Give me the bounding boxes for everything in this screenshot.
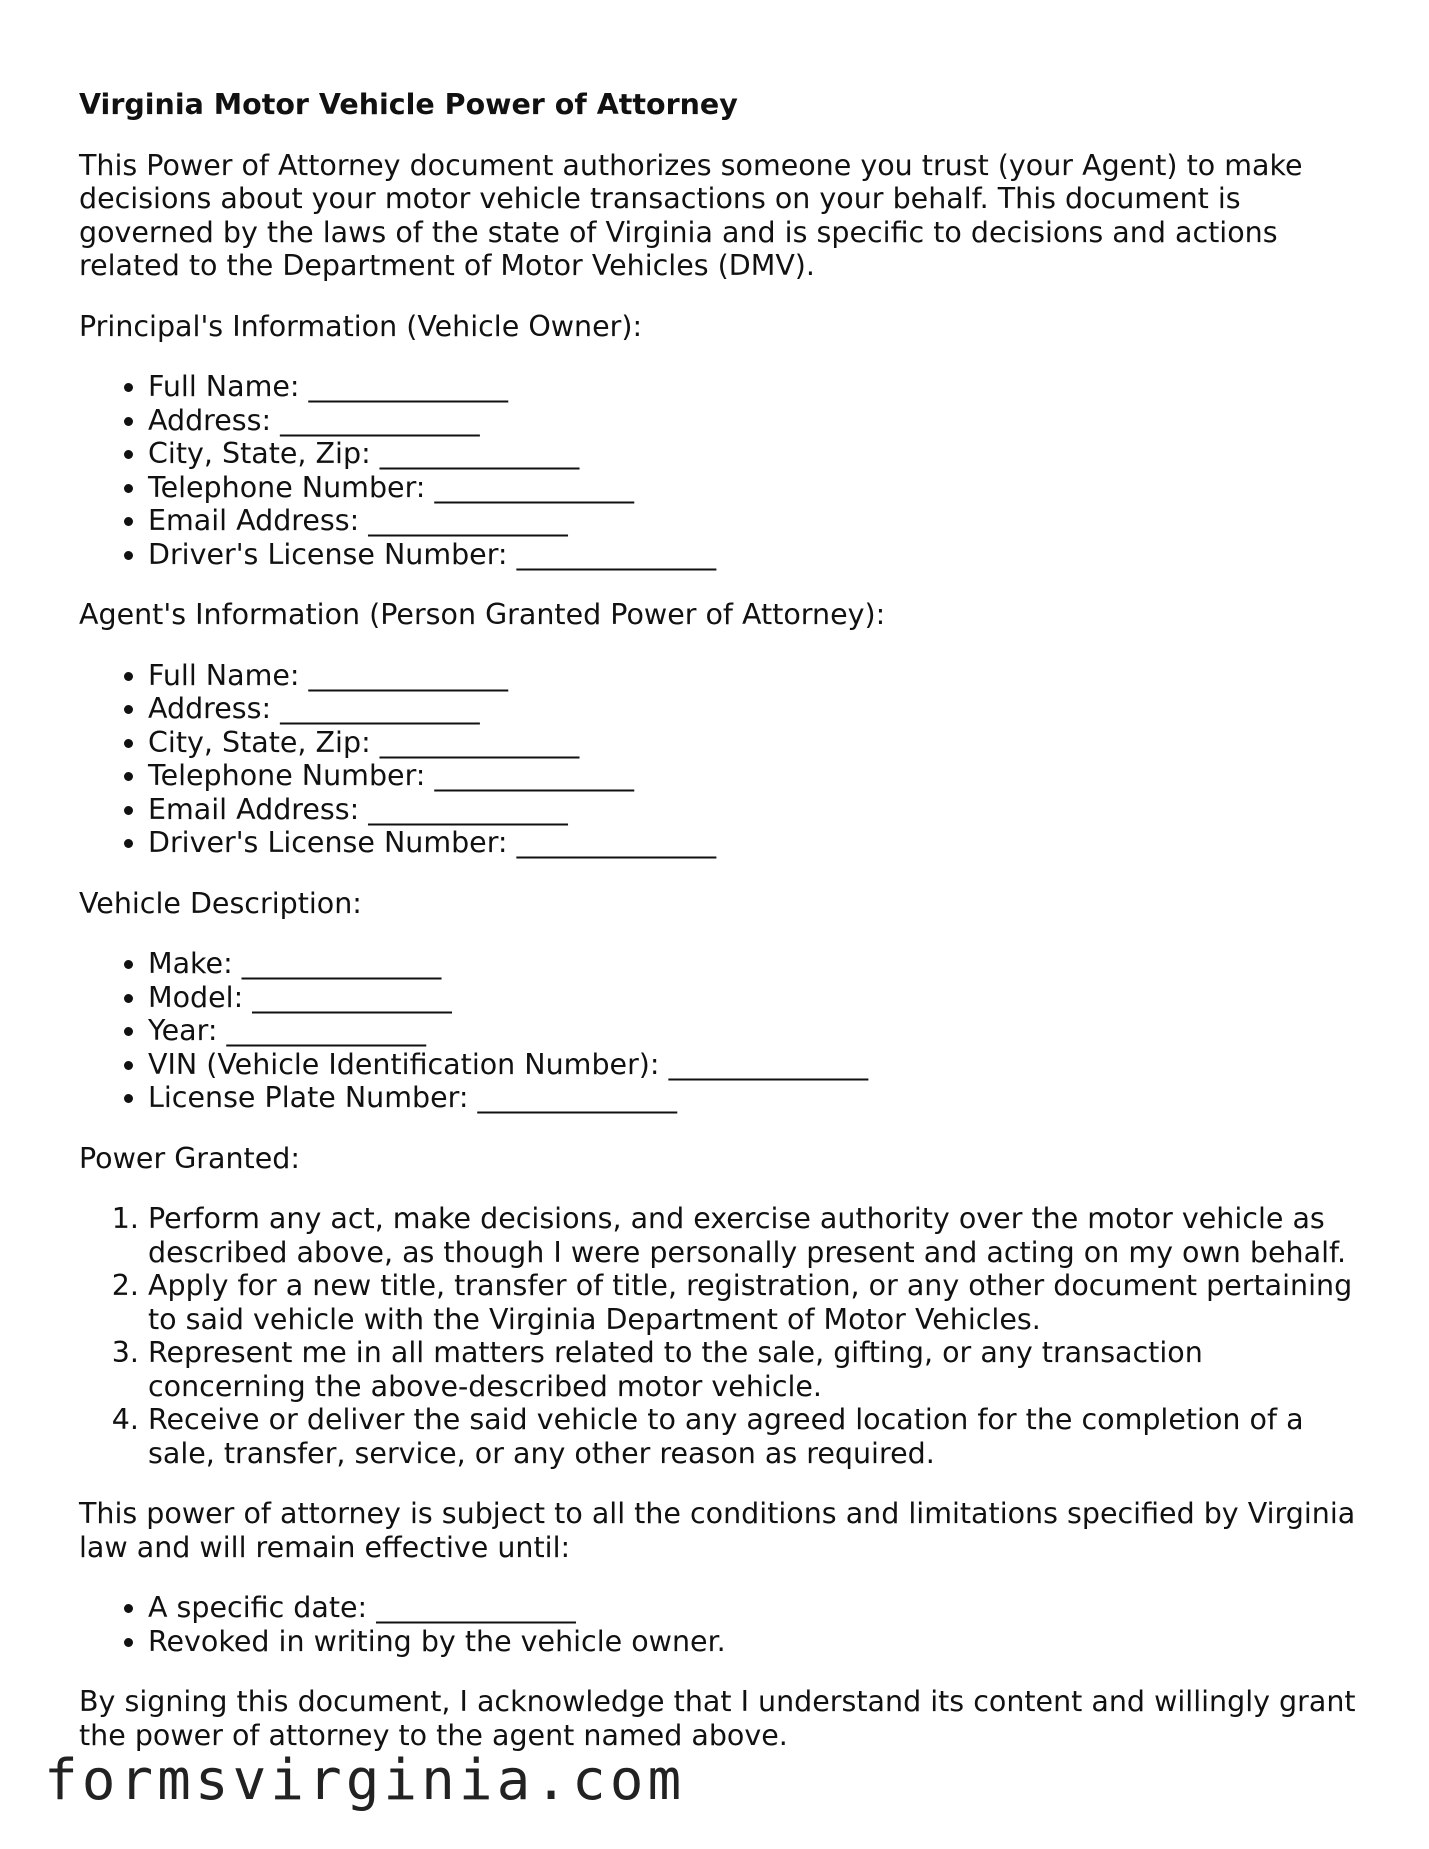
- power-item: 1. Perform any act, make decisions, and exercise authority over the motor vehicle as described above, as though I were personally present and acting on my own behalf.: [148, 1202, 1369, 1269]
- agent-address: • Address: ______________: [148, 692, 1369, 726]
- principal-telephone: • Telephone Number: ______________: [148, 471, 1369, 505]
- duration-paragraph: This power of attorney is subject to all the conditions and limitations specified by Virginia law and will remain effective until:: [79, 1497, 1356, 1564]
- agent-heading: Agent's Information (Person Granted Power of Attorney):: [79, 598, 886, 631]
- vehicle-heading: Vehicle Description:: [79, 886, 362, 920]
- agent-drivers-license: • Driver's License Number: ______________: [148, 826, 1369, 860]
- power-item: 2. Apply for a new title, transfer of title, registration, or any other document pertaining to said vehicle with the Virginia Department of Motor Vehicles.: [148, 1269, 1369, 1336]
- document: [79, 88, 1369, 1779]
- duration-specific-date: • A specific date: ______________: [148, 1591, 1369, 1625]
- agent-full-name: • Full Name: ______________: [148, 659, 1369, 693]
- duration-list: [79, 1591, 1369, 1658]
- vehicle-year: • Year: ______________: [148, 1014, 1369, 1048]
- principal-address: • Address: ______________: [148, 404, 1369, 438]
- power-item: 4. Receive or deliver the said vehicle to any agreed location for the completion of a sale, transfer, service, or any other reason as required.: [148, 1403, 1369, 1470]
- powers-heading: Power Granted:: [79, 1141, 300, 1175]
- vehicle-vin: • VIN (Vehicle Identification Number): ______________: [148, 1048, 1369, 1082]
- agent-telephone: • Telephone Number: ______________: [148, 759, 1369, 793]
- acknowledgment-paragraph: By signing this document, I acknowledge that I understand its content and willingly grant the power of attorney to the agent named above.: [79, 1685, 1356, 1752]
- principal-drivers-license: • Driver's License Number: ______________: [148, 538, 1369, 572]
- principal-heading: Principal's Information (Vehicle Owner):: [79, 309, 643, 343]
- power-item: 3. Represent me in all matters related to the sale, gifting, or any transaction concerning the above-described motor vehicle.: [148, 1336, 1369, 1403]
- document-title: Virginia Motor Vehicle Power of Attorney: [79, 88, 738, 121]
- principal-email: • Email Address: ______________: [148, 504, 1369, 538]
- vehicle-make: • Make: ______________: [148, 947, 1369, 981]
- vehicle-model: • Model: ______________: [148, 981, 1369, 1015]
- intro-paragraph: This Power of Attorney document authorizes someone you trust (your Agent) to make decisions about your motor vehicle transactions on your behalf. This document is governed by the laws of the state of Virginia and is specific to decisions and actions related to the Department of Motor Vehicles (DMV).: [79, 148, 1303, 282]
- vehicle-info-list: [79, 947, 1369, 1115]
- principal-city-state-zip: • City, State, Zip: ______________: [148, 437, 1369, 471]
- principal-full-name: • Full Name: ______________: [148, 370, 1369, 404]
- agent-email: • Email Address: ______________: [148, 793, 1369, 827]
- principal-info-list: [79, 370, 1369, 571]
- powers-list: [79, 1202, 1369, 1470]
- vehicle-license-plate: • License Plate Number: ______________: [148, 1081, 1369, 1115]
- agent-info-list: [79, 659, 1369, 860]
- watermark-text: formsvirginia.com: [44, 1748, 686, 1813]
- agent-city-state-zip: • City, State, Zip: ______________: [148, 726, 1369, 760]
- duration-revoked: • Revoked in writing by the vehicle owner.: [148, 1625, 1369, 1659]
